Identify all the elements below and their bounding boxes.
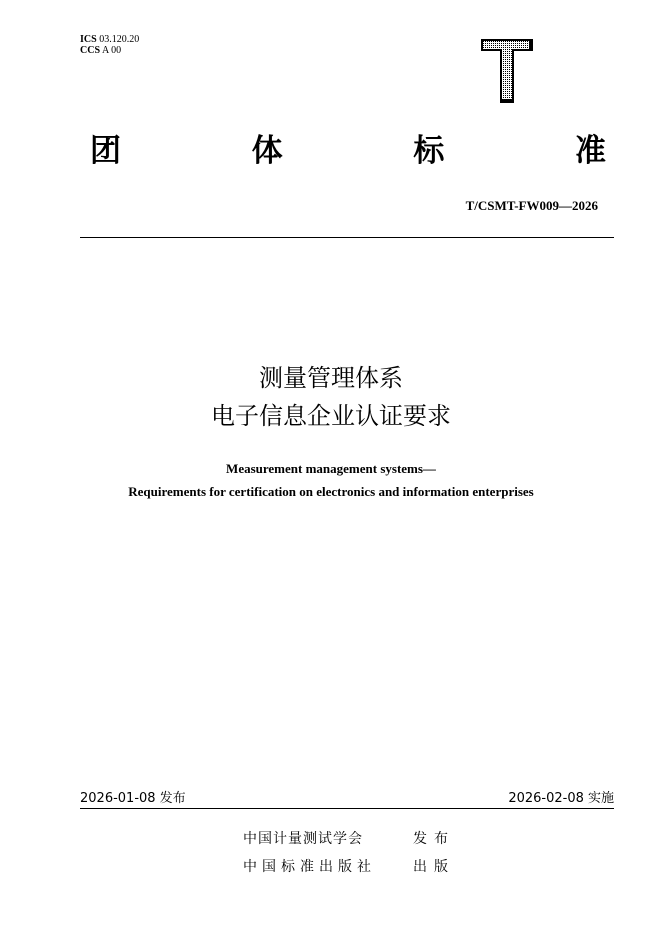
implementation-date: 2026-02-08 实施 [508,791,614,806]
standard-type-char: 团 [90,133,121,169]
classification-codes [80,34,139,56]
ccs-code: CCS A 00 [80,45,122,56]
group-standard-logo [481,39,533,103]
publisher-name: 中国标准出版社 [243,859,376,875]
standard-type-char: 准 [574,133,606,169]
standard-type-char: 体 [251,133,283,169]
publisher-row [243,856,455,876]
publisher-role: 出版 [413,859,455,875]
publisher-role: 发布 [413,831,455,847]
title-en-line1: Measurement management systems— [226,461,436,476]
standard-type-char: 标 [413,133,445,169]
standard-type [90,133,606,169]
publisher-name: 中国计量测试学会 [243,831,363,847]
title-en-line2: Requirements for certification on electronics and information enterprises [128,484,534,499]
ics-code: ICS 03.120.20 [80,34,140,45]
standard-number: T/CSMT-FW009—2026 [465,198,598,213]
title-cn-line1: 测量管理体系 [259,364,403,392]
publisher-row [243,828,455,848]
title-cn-line2: 电子信息企业认证要求 [211,402,451,430]
top-divider [80,237,614,238]
bottom-divider [80,808,614,809]
release-date: 2026-01-08 发布 [80,791,186,806]
